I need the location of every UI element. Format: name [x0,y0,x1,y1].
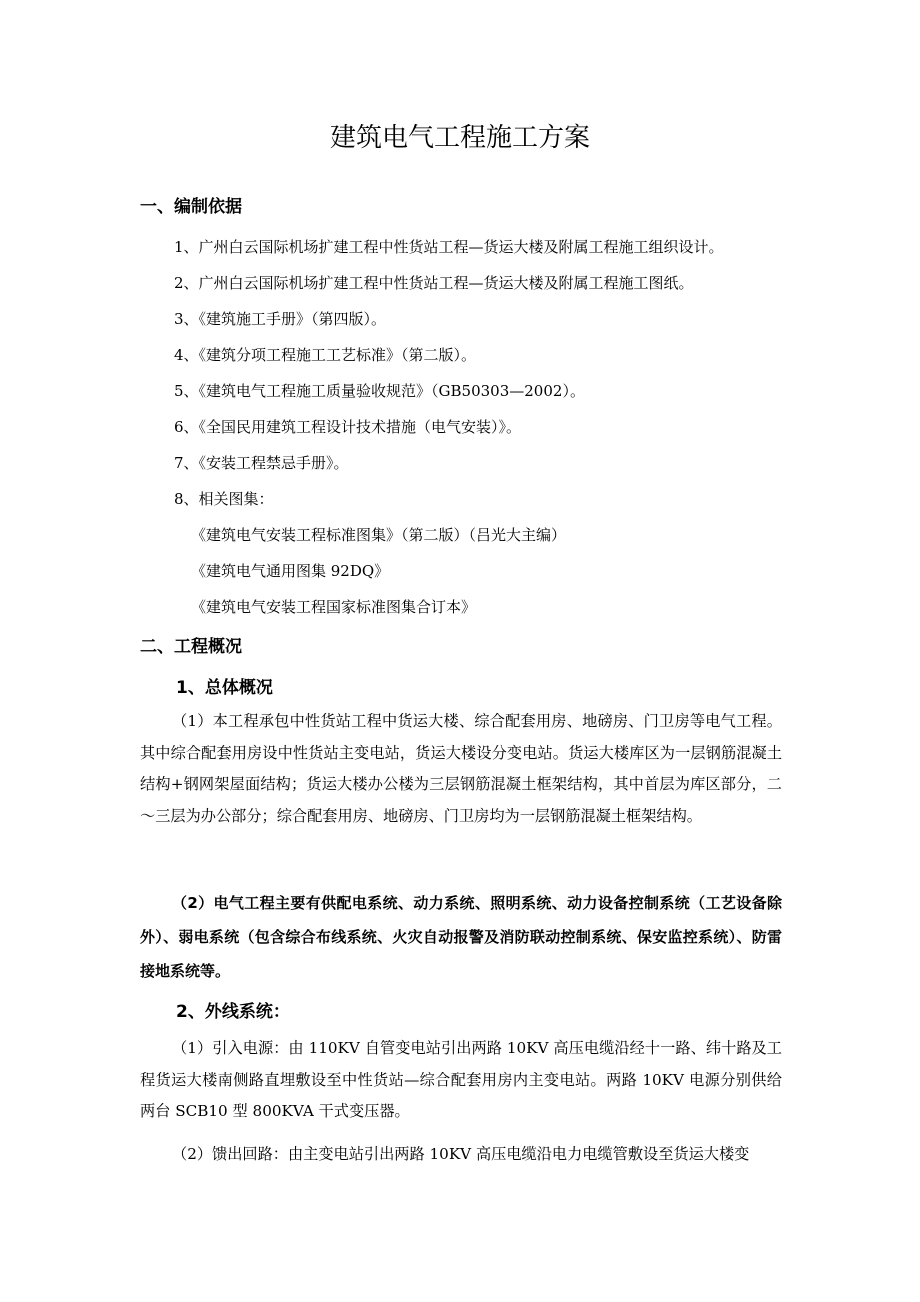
atlas-item-3: 《建筑电气安装工程国家标准图集合订本》 [191,598,477,616]
basis-item-5: 5、《建筑电气工程施工质量验收规范》（GB50303—2002）。 [174,382,585,400]
subsection-heading-general: 1、总体概况 [176,678,273,698]
atlas-item-2: 《建筑电气通用图集 92DQ》 [191,562,390,580]
basis-item-4: 4、《建筑分项工程施工工艺标准》（第二版）。 [174,346,477,364]
general-paragraph-2: （2）电气工程主要有供配电系统、动力系统、照明系统、动力设备控制系统（工艺设备除外）、弱电系统（包含综合布线系统、火灾自动报警及消防联动控制系统、保安监控系统）、防雷接地系统等。 [140,894,782,980]
atlas-item-1: 《建筑电气安装工程标准图集》（第二版）（吕光大主编） [191,526,567,544]
section-heading-basis: 一、编制依据 [140,197,242,217]
document-title: 建筑电气工程施工方案 [329,123,590,153]
section-heading-overview: 二、工程概况 [140,637,242,657]
basis-item-6: 6、《全国民用建筑工程设计技术措施（电气安装）》。 [174,418,522,436]
external-paragraph-1: （1）引入电源：由 110KV 自管变电站引出两路 10KV 高压电缆沿经十一路、纬十路及工程货运大楼南侧路直埋敷设至中性货站—综合配套用房内主变电站。两路 10KV 电源分别供给两台 SCB10 型 800KVA 干式变压器。 [140,1039,782,1120]
basis-item-7: 7、《安装工程禁忌手册》。 [174,454,349,472]
basis-item-3: 3、《建筑施工手册》（第四版）。 [174,310,387,328]
general-paragraph-1: （1）本工程承包中性货站工程中货运大楼、综合配套用房、地磅房、门卫房等电气工程。其中综合配套用房设中性货站主变电站，货运大楼设分变电站。货运大楼库区为一层钢筋混凝土结构+钢网架屋面结构；货运大楼办公楼为三层钢筋混凝土框架结构，其中首层为库区部分，二～三层为办公部分；综合配套用房、地磅房、门卫房均为一层钢筋混凝土框架结构。 [140,712,782,825]
basis-item-2: 2、广州白云国际机场扩建工程中性货站工程—货运大楼及附属工程施工图纸。 [174,274,694,292]
subsection-heading-external-lines: 2、外线系统： [176,1002,290,1022]
basis-item-8: 8、相关图集： [174,490,274,508]
external-paragraph-2: （2）馈出回路：由主变电站引出两路 10KV 高压电缆沿电力电缆管敷设至货运大楼变 [172,1145,750,1163]
basis-item-1: 1、广州白云国际机场扩建工程中性货站工程—货运大楼及附属工程施工组织设计。 [174,238,724,256]
